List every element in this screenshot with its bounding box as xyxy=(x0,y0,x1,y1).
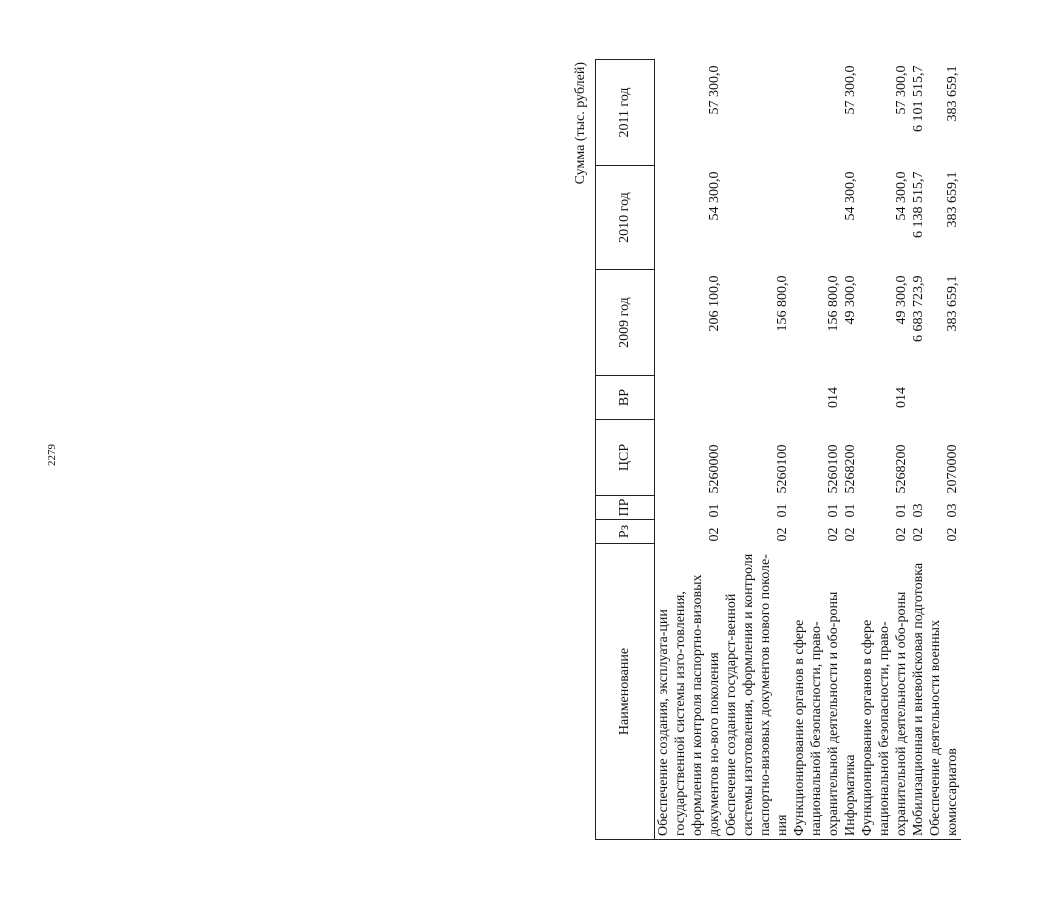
row-2011: 383 659,1 xyxy=(945,65,960,122)
row-2011 xyxy=(791,60,842,166)
table-row xyxy=(723,60,791,840)
row-pr: 03 xyxy=(911,503,926,518)
row-2011: 6 101 515,7 xyxy=(911,65,926,132)
row-name: Обеспечение создания, эксплуата-ции государственной системы изго-товления, оформления и контроля паспортно-визовых документов но-вого поколения xyxy=(655,544,724,840)
row-2010: 54 300,0 xyxy=(843,171,858,221)
table-row xyxy=(842,60,859,840)
row-pr: 03 xyxy=(945,503,960,518)
row-name: Функционирование органов в сфере национальной безопасности, право-охранительной деятельности и обо-роны xyxy=(791,544,842,840)
header-2011: 2011 год xyxy=(596,60,655,166)
row-vr xyxy=(655,376,724,420)
row-name: Обеспечение деятельности военных комиссариатов xyxy=(927,544,961,840)
header-csr: ЦСР xyxy=(596,420,655,496)
header-vr: ВР xyxy=(596,376,655,420)
table-row xyxy=(791,60,842,840)
row-2010: 6 138 515,7 xyxy=(911,171,926,238)
table-row xyxy=(655,60,724,840)
row-vr: 014 xyxy=(826,387,841,408)
header-pr: ПР xyxy=(596,496,655,520)
row-csr: 2070000 xyxy=(945,444,960,494)
row-csr: 5268200 xyxy=(894,444,909,494)
row-name: Информатика xyxy=(842,544,859,840)
row-vr xyxy=(842,376,859,420)
row-rz: 02 xyxy=(911,527,926,542)
row-rz: 02 xyxy=(894,527,909,542)
row-vr: 014 xyxy=(894,387,909,408)
row-csr: 5260000 xyxy=(707,444,722,494)
row-rz: 02 xyxy=(826,527,841,542)
row-csr: 5268200 xyxy=(843,444,858,494)
row-2009: 383 659,1 xyxy=(945,275,960,332)
budget-table xyxy=(595,59,961,840)
row-rz: 02 xyxy=(945,527,960,542)
row-pr: 01 xyxy=(894,503,909,518)
row-2011: 57 300,0 xyxy=(707,65,722,115)
row-2009: 6 683 723,9 xyxy=(911,275,926,342)
row-pr: 01 xyxy=(843,503,858,518)
row-2009: 206 100,0 xyxy=(707,275,722,332)
row-2011 xyxy=(723,60,791,166)
row-2011: 57 300,0 xyxy=(894,65,909,115)
row-name: Функционирование органов в сфере национальной безопасности, право-охранительной деятельности и обо-роны xyxy=(859,544,910,840)
row-2009: 156 800,0 xyxy=(775,275,790,332)
row-2010: 54 300,0 xyxy=(894,171,909,221)
table-header-row xyxy=(596,60,655,840)
row-csr xyxy=(910,420,927,496)
row-pr: 01 xyxy=(707,503,722,518)
page-number: 2279 xyxy=(46,444,58,466)
row-csr: 5260100 xyxy=(775,444,790,494)
row-rz: 02 xyxy=(775,527,790,542)
row-pr: 01 xyxy=(775,503,790,518)
row-2010: 54 300,0 xyxy=(707,171,722,221)
row-2009: 49 300,0 xyxy=(894,275,909,325)
row-vr xyxy=(723,376,791,420)
row-rz: 02 xyxy=(707,527,722,542)
table-row xyxy=(859,60,910,840)
row-2010 xyxy=(723,166,791,270)
row-name: Обеспечение создания государст-венной системы изготовления, оформления и контроля паспортно-визовых документов нового поколе-ния xyxy=(723,544,791,840)
row-vr xyxy=(927,376,961,420)
row-2009: 156 800,0 xyxy=(826,275,841,332)
row-2010 xyxy=(791,166,842,270)
header-name: Наименование xyxy=(596,544,655,840)
row-vr xyxy=(910,376,927,420)
row-name: Мобилизационная и вневойсковая подготовка xyxy=(910,544,927,840)
header-2009: 2009 год xyxy=(596,270,655,376)
units-label: Сумма (тыс. рублей) xyxy=(573,62,588,185)
rotated-page-content xyxy=(571,60,1041,840)
row-rz: 02 xyxy=(843,527,858,542)
header-2010: 2010 год xyxy=(596,166,655,270)
header-rz: Рз xyxy=(596,520,655,544)
row-2010: 383 659,1 xyxy=(945,171,960,228)
row-2009: 49 300,0 xyxy=(843,275,858,325)
row-2011: 57 300,0 xyxy=(843,65,858,115)
table-row xyxy=(910,60,927,840)
row-csr: 5260100 xyxy=(826,444,841,494)
table-row xyxy=(927,60,961,840)
row-pr: 01 xyxy=(826,503,841,518)
